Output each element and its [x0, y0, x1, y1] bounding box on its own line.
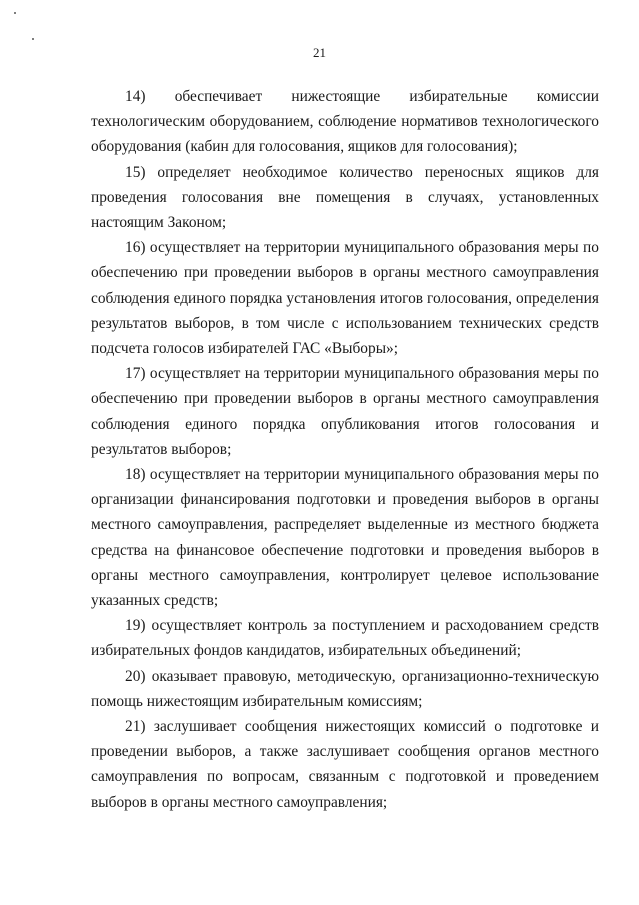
list-item: 15) определяет необходимое количество переносных ящиков для проведения голосования вне помещения в случаях, установленных настоящим Законом; — [91, 163, 599, 232]
scan-speck — [32, 38, 34, 40]
list-item: 17) осуществляет на территории муниципального образования меры по обеспечению при проведении выборов в органы местного самоуправления соблюдения единого порядка опубликования итогов голосования и результатов выборов; — [91, 365, 599, 458]
list-item: 19) осуществляет контроль за поступлением и расходованием средств избирательных фондов кандидатов, избирательных объединений; — [91, 617, 599, 660]
list-item: 14) обеспечивает нижестоящие избирательные комиссии технологическим оборудованием, соблюдение нормативов технологического оборудования (кабин для голосования, ящиков для голосования); — [91, 88, 599, 156]
scan-speck — [14, 12, 16, 14]
list-item: 21) заслушивает сообщения нижестоящих комиссий о подготовке и проведении выборов, а также заслушивает сообщения органов местного самоуправления по вопросам, связанным с подготовкой и проведением выборов в органы местного самоуправления; — [91, 718, 599, 811]
list-item: 18) осуществляет на территории муниципального образования меры по организации финансирования подготовки и проведения выборов в органы местного самоуправления, распределяет выделенные из местного бюджета средства на финансовое обеспечение подготовки и проведения выборов в органы местного самоуправления, контролирует целевое использование указанных средств; — [91, 466, 599, 610]
page-number: 21 — [313, 45, 326, 60]
document-body — [91, 84, 599, 815]
list-item: 16) осуществляет на территории муниципального образования меры по обеспечению при проведении выборов в органы местного самоуправления соблюдения единого порядка установления итогов голосования, определения результатов выборов, в том числе с использованием технических средств подсчета голосов избирателей ГАС «Выборы»; — [91, 239, 599, 358]
list-item: 20) оказывает правовую, методическую, организационно-техническую помощь нижестоящим избирательным комиссиям; — [91, 667, 599, 710]
